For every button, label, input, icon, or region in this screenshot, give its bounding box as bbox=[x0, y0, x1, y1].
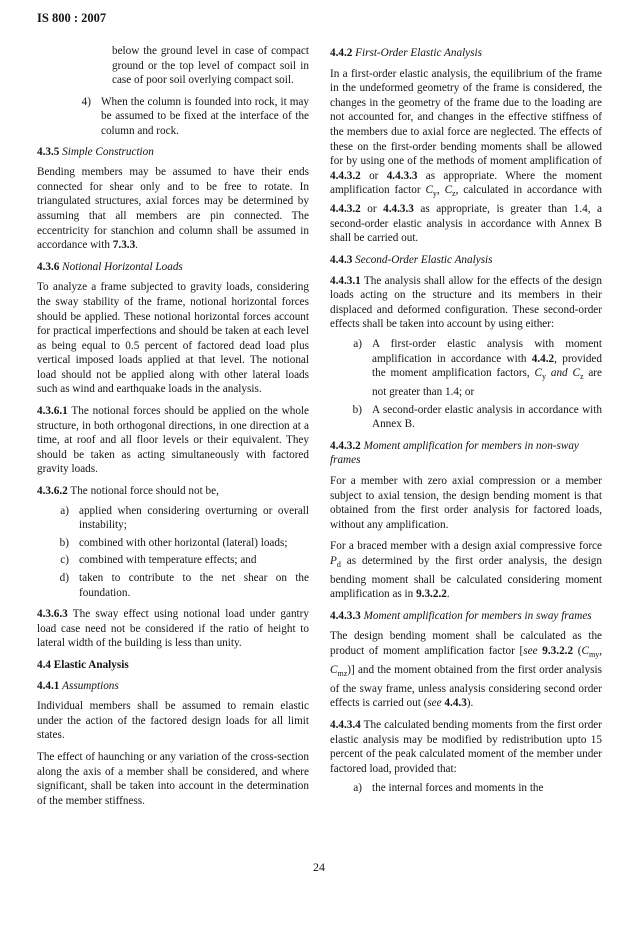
document-header: IS 800 : 2007 bbox=[37, 11, 107, 25]
paragraph: For a member with zero axial compression or a member subject to axial tension, the design bending moment is that obtained from the first order analysis for factored loads, without any amplification. bbox=[330, 474, 602, 531]
left-column bbox=[37, 44, 309, 815]
redistribution-list bbox=[330, 781, 602, 796]
paragraph-4-4-3-4: 4.4.3.4 The calculated bending moments from the first order elastic analysis may be modified by redistribution upto 15 percent of the peak calculated moment of the member under factored load, provided that: bbox=[330, 718, 602, 775]
list-item: b) combined with other horizontal (lateral) loads; bbox=[59, 536, 288, 549]
section-heading-4-4: 4.4 Elastic Analysis bbox=[37, 658, 129, 671]
paragraph: The effect of haunching or any variation of the cross-section along the axis of a member shall be considered, and where significant, shall be taken into account in the determination of the member stiffness. bbox=[37, 750, 309, 807]
notional-force-list bbox=[37, 504, 309, 601]
list-item-text: When the column is founded into rock, it may be assumed to be fixed at the interface of the column and rock. bbox=[101, 95, 309, 137]
section-heading-4-4-3: 4.4.3 Second-Order Elastic Analysis bbox=[330, 253, 493, 266]
cross-reference: 7.3.3 bbox=[112, 239, 136, 252]
list-item-label: 4) bbox=[81, 95, 91, 108]
section-heading-4-4-1: 4.4.1 Assumptions bbox=[37, 679, 119, 692]
section-heading-4-3-5: 4.3.5 Simple Construction bbox=[37, 145, 154, 158]
second-order-list bbox=[330, 337, 602, 432]
list-item bbox=[37, 95, 309, 139]
section-heading-4-4-3-2: 4.4.3.2 Moment amplification for members in non-sway frames bbox=[330, 439, 579, 467]
paragraph: In a first-order elastic analysis, the equilibrium of the frame in the undeformed geometry of the frame is considered, the changes in the geometry of the frame due to the loading are not accounted for, and changes in the effective stiffness of the members due to axial force are neglected. The effects of these on the first-order bending moments shall be allowed for by using one of the methods of moment amplification of 4.4.3.2 or 4.4.3.3 as appropriate. Where the moment amplification factor $C_y$, $C_z$, calculated in accordance with 4.4.3.2 or 4.4.3.3 as appropriate, is greater than 1.4, a second-order elastic analysis in accordance with Annex B shall be carried out. bbox=[330, 67, 603, 245]
list-item: a) the internal forces and moments in the bbox=[353, 782, 544, 795]
paragraph: The design bending moment shall be calculated as the product of moment amplification factor [see 9.3.2.2 ($C_{my}$, $C_{mz}$)] and the moment obtained from the first order analysis of the sway frame, unless analysis considering second order effects is carried out (see 4.4.3). bbox=[330, 630, 602, 710]
paragraph-4-3-6-1: 4.3.6.1 The notional forces should be applied on the whole structure, in both orthogonal directions, in one direction at a time, at roof and all floor levels or their equivalent. They should be taken as acting simultaneously with factored gravity loads. bbox=[37, 405, 309, 476]
list-item: a) A first-order elastic analysis with moment amplification in accordance with 4.4.2, provided the moment amplification factors, $C_y$ and $C_z$ are not greater than 1.4; or bbox=[353, 337, 602, 398]
list-item: a) applied when considering overturning or overall instability; bbox=[60, 504, 309, 532]
paragraph-4-3-6-2: 4.3.6.2 The notional force should not be, bbox=[37, 485, 219, 498]
right-column bbox=[330, 46, 602, 799]
section-heading-4-3-6: 4.3.6 Notional Horizontal Loads bbox=[37, 260, 183, 273]
section-heading-4-4-3-3: 4.4.3.3 Moment amplification for members in sway frames bbox=[330, 609, 592, 622]
list-item: d) taken to contribute to the net shear on the foundation. bbox=[59, 572, 309, 599]
list-item: b) A second-order elastic analysis in accordance with Annex B. bbox=[352, 403, 602, 431]
page-number: 24 bbox=[313, 860, 325, 874]
paragraph: To analyze a frame subjected to gravity loads, considering the sway stability of the frame, notional horizontal forces should be applied. These notional horizontal forces account for practical imperfections and should be taken at each level as being equal to 0.5 percent of factored dead load plus vertical imposed loads applied at that level. The notional load should not be applied along with other lateral loads such as wind and earthquake loads in the analysis. bbox=[37, 281, 309, 396]
continued-list-item: below the ground level in case of compact ground or the top level of compact soil in case of poor soil overlying compact soil. bbox=[112, 45, 309, 87]
paragraph-4-4-3-1: 4.4.3.1 The analysis shall allow for the effects of the design loads acting on the structure and its members in their displaced and deformed configuration. These second-order effects shall be taken into account by using either: bbox=[330, 274, 602, 331]
paragraph-4-3-6-3: 4.3.6.3 The sway effect using notional load under gantry load case need not be considered if the ratio of height to lateral width of the building is less than unity. bbox=[37, 608, 309, 650]
section-heading-4-4-2: 4.4.2 First-Order Elastic Analysis bbox=[330, 47, 482, 59]
list-item: c) combined with temperature effects; and bbox=[60, 554, 257, 567]
paragraph: Bending members may be assumed to have their ends connected for shear only and to be free to rotate. In triangulated structures, axial forces may be determined by assuming that all members are pin connected. The eccentricity for stanchion and column shall be assumed in accordance with 7.3.3. bbox=[37, 166, 309, 252]
paragraph: Individual members shall be assumed to remain elastic under the action of the factored design loads for all limit states. bbox=[37, 700, 309, 742]
paragraph: For a braced member with a design axial compressive force $P_d$ as determined by the first order analysis, the design bending moment shall be calculated considering moment amplification as in 9.3.2.2. bbox=[330, 540, 602, 601]
